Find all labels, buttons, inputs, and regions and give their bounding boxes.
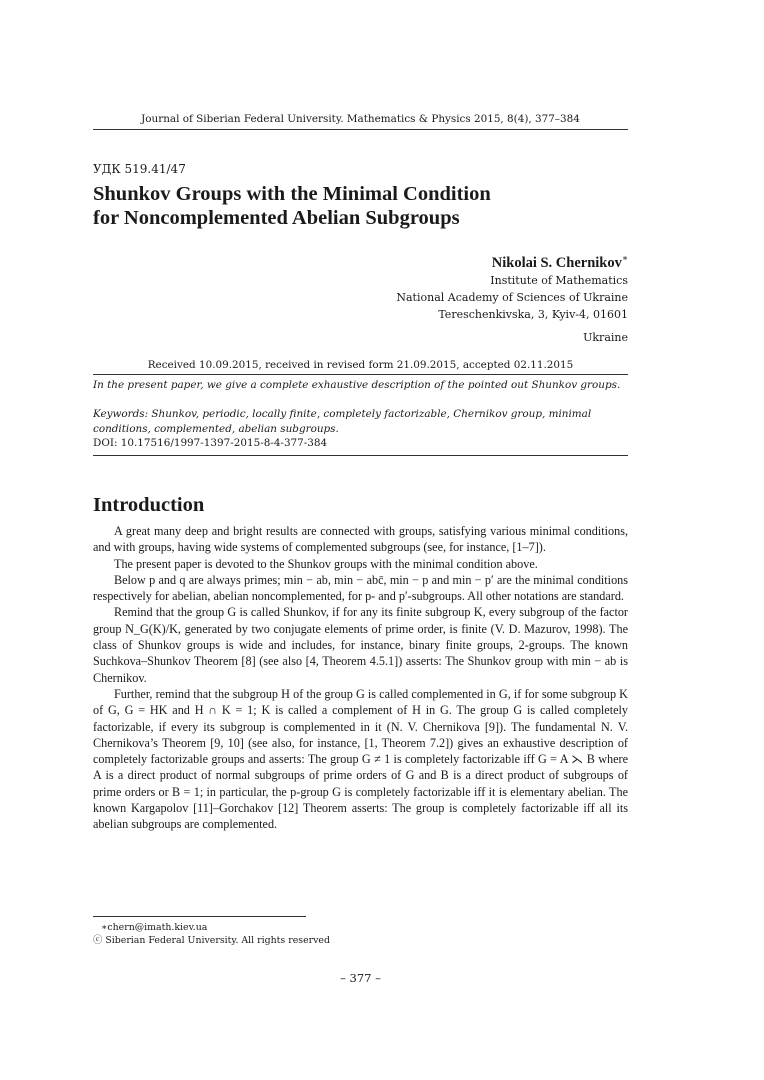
abstract-bottom-rule <box>93 455 628 456</box>
footnote-email: ∗chern@imath.kiev.ua <box>101 922 208 933</box>
introduction-body <box>93 523 628 833</box>
paragraph-3: Below p and q are always primes; min − ab, min − abc̄, min − p and min − p′ are the minimal conditions respectively for abelian, abelian noncomplemented, for p- and p′-subgroups. All other notations are standard. <box>93 572 628 604</box>
title-line-1: Shunkov Groups with the Minimal Condition <box>93 183 491 205</box>
author-name <box>396 249 628 272</box>
paragraph-5: Further, remind that the subgroup H of the group G is called complemented in G, if for some subgroup K of G, G = HK and H ∩ K = 1; K is called a complement of H in G. The group G is called completely factorizable, if every its subgroup is complemented in it (N. V. Chernikova [9]). The fundamental N. V. Chernikova’s Theorem [9, 10] (see also, for instance, [1, Theorem 7.2]) gives an exhaustive description of completely factorizable groups and asserts: The group G ≠ 1 is completely factorizable iff G = A ⋋ B where A is a direct product of normal subgroups of prime orders of G and B is a direct product of subgroups of prime orders or B = 1; in particular, the p-group G is completely factorizable iff it is elementary abelian. The known Kargapolov [11]–Gorchakov [12] Theorem asserts: The group is completely factorizable iff all its abelian subgroups are complemented. <box>93 686 628 832</box>
page-number: – 377 – <box>340 971 381 985</box>
abstract: In the present paper, we give a complete exhaustive description of the pointed out Shunkov groups. <box>93 379 621 391</box>
paragraph-4: Remind that the group G is called Shunkov, if for any its finite subgroup K, every subgroup of the factor group N_G(K)/K, generated by two conjugate elements of prime order, is finite (V. D. Mazurov, 1998). The class of Shunkov groups is wide and includes, for instance, binary finite groups, 2-groups. The known Suchkova–Shunkov Theorem [8] (see also [4, Theorem 4.5.1]) asserts: The Shunkov group with min − ab is Chernikov. <box>93 605 628 685</box>
footnotes <box>93 921 330 947</box>
author-name-text: Nikolai S. Chernikov <box>491 254 622 271</box>
title-line-2: for Noncomplemented Abelian Subgroups <box>93 207 460 229</box>
author-block <box>396 249 628 346</box>
author-country: Ukraine <box>583 330 628 344</box>
paragraph-1: A great many deep and bright results are connected with groups, satisfying various minimal conditions, and with groups, having wide systems of complemented subgroups (see, for instance, [1–7]). <box>93 524 628 555</box>
author-address: Tereschenkivska, 3, Kyiv-4, 01601 <box>438 307 628 321</box>
section-title-introduction: Introduction <box>93 494 205 516</box>
paper-title <box>93 182 628 230</box>
journal-header: Journal of Siberian Federal University. Mathematics & Physics 2015, 8(4), 377–384 <box>141 113 580 125</box>
doi: DOI: 10.17516/1997-1397-2015-8-4-377-384 <box>93 437 328 449</box>
abstract-top-rule <box>93 374 628 375</box>
udk-code: УДК 519.41/47 <box>93 162 186 176</box>
author-footnote-mark: ∗ <box>621 253 628 263</box>
keywords: Keywords: Shunkov, periodic, locally finite, completely factorizable, Chernikov group, minimal conditions, complemented, abelian subgroups. <box>93 408 592 435</box>
footnote-rule <box>93 916 306 917</box>
author-affiliation-1: Institute of Mathematics <box>490 273 628 287</box>
paragraph-2: The present paper is devoted to the Shunkov groups with the minimal condition above. <box>114 556 538 571</box>
author-affiliation-2: National Academy of Sciences of Ukraine <box>396 290 628 304</box>
footnote-copyright: ⓒ Siberian Federal University. All rights reserved <box>93 935 330 946</box>
received-dates: Received 10.09.2015, received in revised form 21.09.2015, accepted 02.11.2015 <box>147 359 574 371</box>
header-rule <box>93 129 628 130</box>
